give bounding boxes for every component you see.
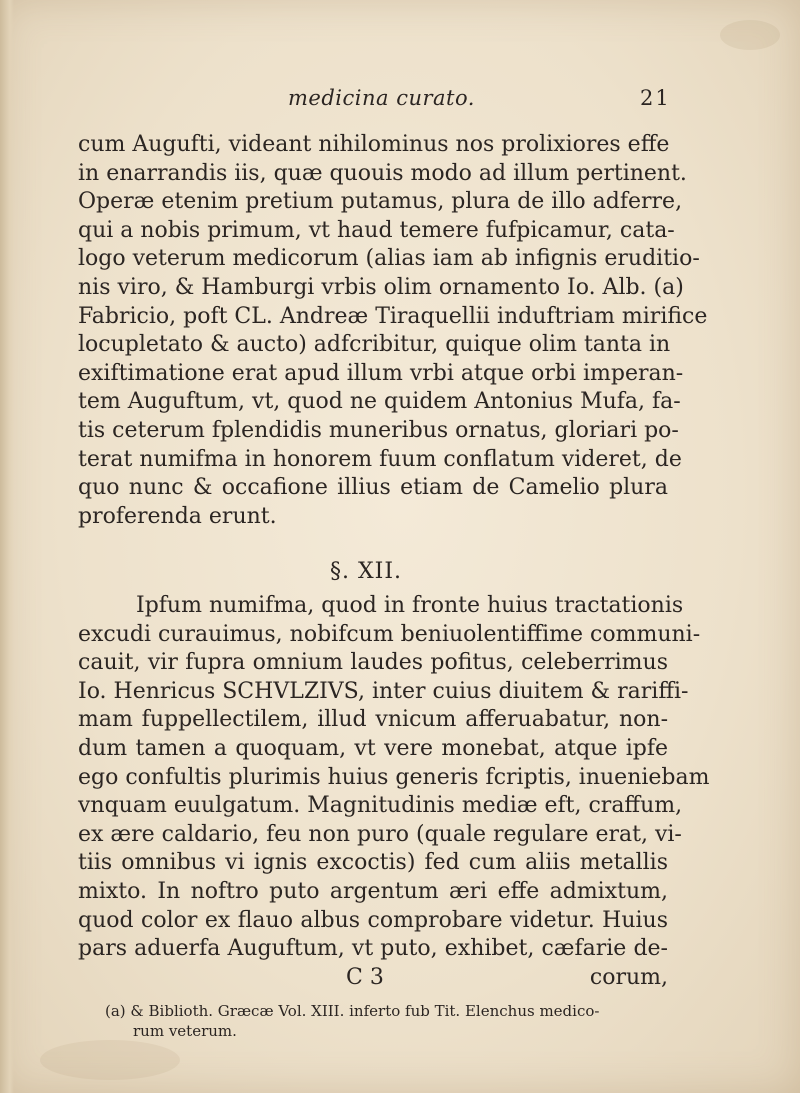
section-heading: §. XII. — [330, 559, 403, 584]
text-line: cauit, vir fupra omnium laudes pofitus, celeberrimus — [78, 650, 668, 676]
text-line: Operæ etenim pretium putamus, plura de illo adferre, — [78, 189, 683, 215]
running-title: medicina curato. — [288, 86, 475, 110]
text-line: pars aduerfa Auguftum, vt puto, exhibet, cæfarie de- — [78, 936, 668, 962]
text-line: exiftimatione erat apud illum vrbi atque orbi imperan- — [78, 360, 684, 386]
paper-stain — [40, 1040, 180, 1080]
paragraph-1 — [78, 131, 708, 531]
footnote-line: rum veterum. — [133, 1022, 237, 1040]
text-line: Fabricio, poft CL. Andreæ Tiraquellii induftriam mirifice — [78, 303, 708, 329]
text-line: nis viro, & Hamburgi vrbis olim ornamento Io. Alb. (a) — [78, 274, 684, 300]
text-line: tem Auguftum, vt, quod ne quidem Antonius Mufa, fa- — [78, 389, 681, 415]
footnote — [105, 1001, 665, 1041]
text-line: in enarrandis iis, quæ quouis modo ad illum pertinent. — [78, 160, 687, 186]
signature-mark: C 3 — [346, 964, 384, 990]
text-line: vnquam euulgatum. Magnitudinis mediæ eft, craffum, — [78, 793, 683, 819]
text-line: mixto. In noftro puto argentum æri effe admixtum, — [78, 878, 668, 904]
text-line: cum Augufti, videant nihilominus nos prolixiores effe — [78, 132, 670, 157]
text-line: logo veterum medicorum (alias iam ab infignis eruditio- — [78, 246, 700, 272]
text-line: tiis omnibus vi ignis excoctis) fed cum aliis metallis — [78, 850, 668, 876]
binding-gutter — [0, 0, 14, 1093]
text-line: mam fuppellectilem, illud vnicum afferuabatur, non- — [78, 707, 668, 733]
catchword: corum, — [589, 964, 668, 990]
paragraph-2 — [78, 592, 710, 992]
text-line: Ipfum numifma, quod in fronte huius tractationis — [136, 593, 684, 618]
footnote-line: (a) & Biblioth. Græcæ Vol. XIII. inferto fub Tit. Elenchus medico- — [105, 1002, 600, 1020]
text-line: ex ære caldario, feu non puro (quale regulare erat, vi- — [78, 821, 682, 847]
text-line: proferenda erunt. — [78, 503, 277, 529]
text-line: tis ceterum fplendidis muneribus ornatus, gloriari po- — [78, 417, 679, 443]
text-line: locupletato & aucto) adfcribitur, quique olim tanta in — [78, 332, 671, 358]
text-line: dum tamen a quoquam, vt vere monebat, atque ipfe — [78, 735, 668, 761]
catchword-line — [78, 964, 668, 993]
page-number: 21 — [640, 86, 671, 110]
text-line: qui a nobis primum, vt haud temere fufpicamur, cata- — [78, 217, 675, 243]
paper-stain — [720, 20, 780, 50]
text-line: excudi curauimus, nobifcum beniuolentiffime communi- — [78, 621, 701, 647]
text-line: quod color ex flauo albus comprobare videtur. Huius — [78, 907, 668, 933]
text-line: Io. Henricus SCHVLZIVS, inter cuius diuitem & rariffi- — [78, 678, 689, 704]
text-line: quo nunc & occafione illius etiam de Camelio plura — [78, 475, 668, 501]
text-line: ego confultis plurimis huius generis fcriptis, inueniebam — [78, 764, 710, 790]
running-header — [0, 84, 800, 114]
text-line: terat numifma in honorem fuum conflatum videret, de — [78, 446, 682, 472]
